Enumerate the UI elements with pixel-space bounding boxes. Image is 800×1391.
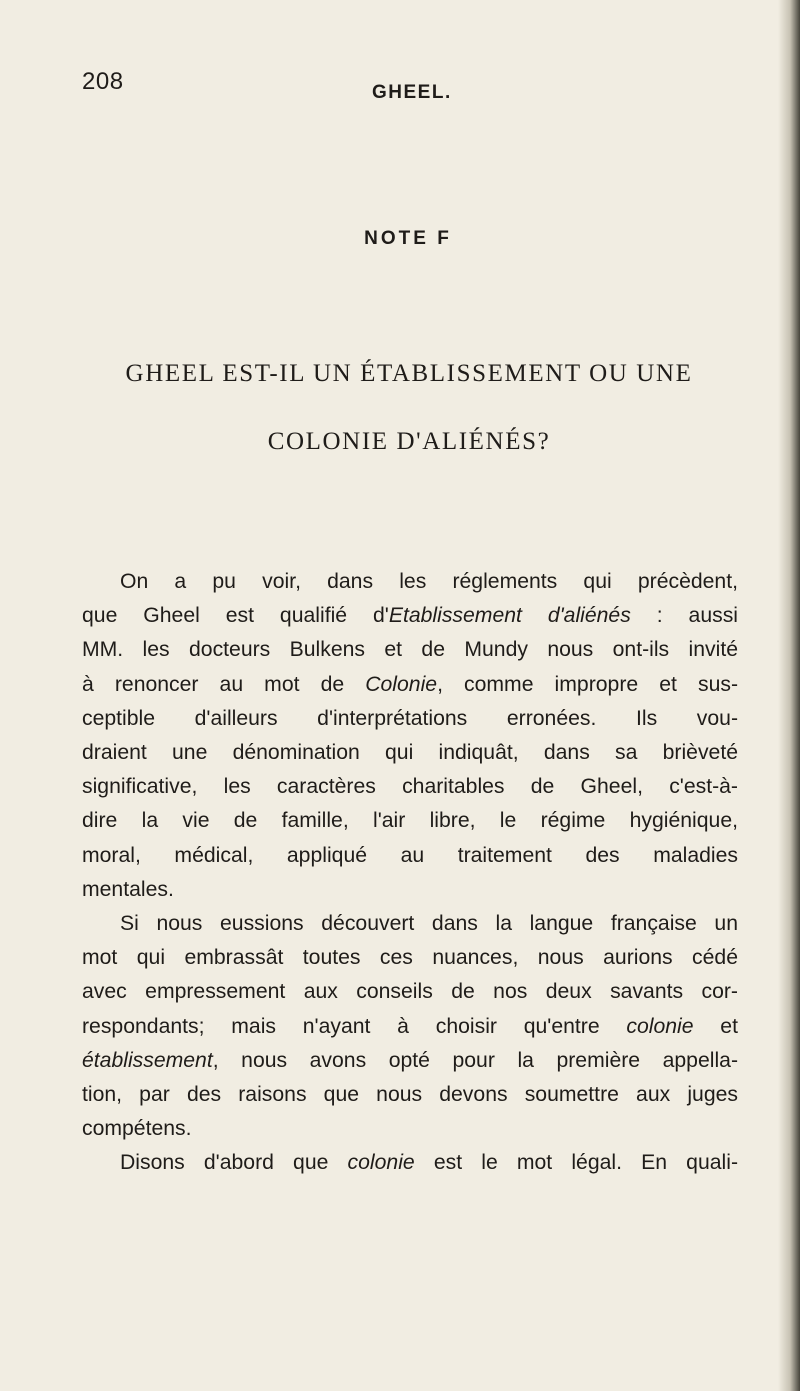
italic-term: colonie [347, 1151, 415, 1175]
text-line: draient une dénomination qui indiquât, dans sa brièveté [82, 741, 738, 765]
note-label: NOTE F [364, 228, 452, 249]
text-line: respondants; mais n'ayant à choisir qu'entre colonie et [82, 1014, 738, 1038]
page-edge-shadow [778, 0, 800, 1391]
text-line: significative, les caractères charitables de Gheel, c'est-à- [82, 775, 738, 799]
text-line: avec empressement aux conseils de nos deux savants cor- [82, 980, 738, 1004]
text-line: mot qui embrassât toutes ces nuances, nous aurions cédé [82, 946, 738, 970]
text-line: On a pu voir, dans les réglements qui précèdent, [120, 570, 738, 593]
text-line: Si nous eussions découvert dans la langue française un [120, 912, 738, 936]
text-line: tion, par des raisons que nous devons soumettre aux juges [82, 1083, 738, 1107]
body-text [82, 565, 738, 1181]
note-title-line-1: GHEEL EST-IL UN ÉTABLISSEMENT OU UNE [125, 360, 693, 387]
page-number: 208 [82, 68, 124, 95]
italic-term: Etablissement d'aliénés [388, 604, 631, 628]
text-line: que Gheel est qualifié d'Etablissement d'aliénés : aussi [82, 604, 738, 628]
text-line: dire la vie de famille, l'air libre, le régime hygiénique, [82, 809, 738, 833]
text-line: Disons d'abord que colonie est le mot légal. En quali- [120, 1151, 738, 1175]
note-title-line-2: COLONIE D'ALIÉNÉS? [267, 428, 551, 455]
running-header: GHEEL. [372, 82, 452, 103]
text-line: ceptible d'ailleurs d'interprétations erronées. Ils vou- [82, 706, 738, 730]
text-line: établissement, nous avons opté pour la première appella- [82, 1048, 738, 1072]
italic-term: établissement [82, 1048, 213, 1072]
text-line: moral, médical, appliqué au traitement des maladies [82, 843, 738, 867]
text-line: à renoncer au mot de Colonie, comme impropre et sus- [82, 672, 738, 696]
text-line: mentales. [82, 877, 174, 901]
italic-term: colonie [626, 1014, 694, 1038]
text-line: MM. les docteurs Bulkens et de Mundy nous ont-ils invité [82, 638, 738, 662]
italic-term: Colonie [365, 672, 438, 696]
text-line: compétens. [82, 1117, 192, 1141]
